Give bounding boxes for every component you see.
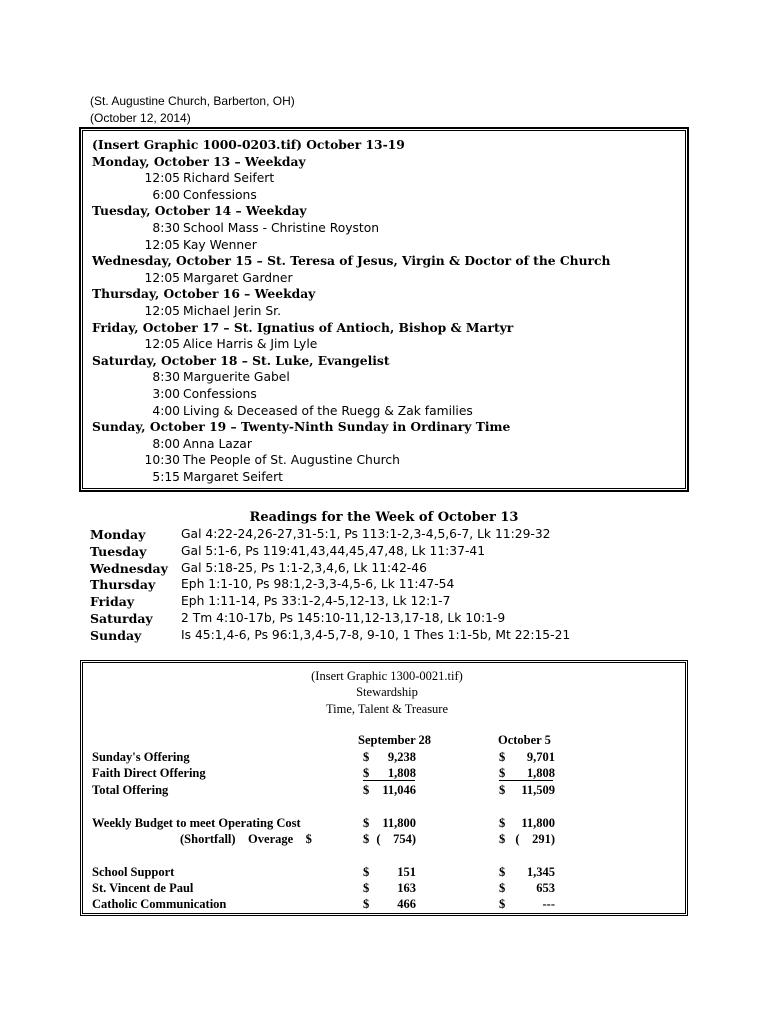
mass-intention: Marguerite Gabel — [183, 370, 290, 385]
reading-citations: 2 Tm 4:10-17b, Ps 145:10-11,12-13,17-18, Lk 10:1-9 — [181, 611, 506, 625]
reading-day: Thursday — [90, 577, 156, 593]
stewardship-value: 1,345 — [526, 865, 555, 879]
stewardship-graphic-placeholder: (Insert Graphic 1300-0021.tif) — [311, 669, 463, 683]
day-heading: Saturday, October 18 – St. Luke, Evangelist — [92, 352, 390, 368]
mass-time: 3:00 — [152, 387, 180, 401]
column-header-2: October 5 — [498, 733, 551, 747]
dollar-sign: $ — [363, 865, 370, 879]
dollar-sign: $ — [499, 881, 506, 895]
mass-time: 12:05 — [144, 171, 180, 186]
stewardship-row-label: (Shortfall) Overage $ — [180, 832, 312, 846]
mass-intention: Margaret Gardner — [183, 270, 293, 285]
dollar-sign: $ — [499, 783, 506, 797]
stewardship-value: 11,509 — [521, 783, 555, 797]
mass-intention: Margaret Seifert — [183, 470, 283, 484]
mass-time: 10:30 — [144, 453, 180, 468]
dollar-sign: $ — [363, 750, 370, 764]
reading-day: Monday — [90, 527, 146, 542]
stewardship-row-label: St. Vincent de Paul — [92, 881, 194, 895]
stewardship-value: 11,800 — [382, 816, 416, 830]
mass-time: 4:00 — [152, 403, 180, 418]
dollar-sign: $ — [363, 881, 370, 895]
reading-citations: Gal 5:1-6, Ps 119:41,43,44,45,47,48, Lk 11:37-41 — [181, 543, 486, 558]
stewardship-row-label: School Support — [92, 865, 175, 879]
mass-time: 6:00 — [152, 187, 180, 202]
mass-time: 12:05 — [144, 237, 180, 252]
reading-day: Friday — [90, 594, 135, 610]
dollar-sign: $ — [363, 816, 370, 830]
dollar-sign: $ — [363, 897, 370, 911]
dollar-sign: $ — [499, 766, 506, 780]
readings-title: Readings for the Week of October 13 — [249, 510, 519, 525]
stewardship-title: Stewardship — [356, 685, 418, 699]
stewardship-value: 9,701 — [526, 750, 555, 764]
mass-intention: The People of St. Augustine Church — [183, 453, 400, 468]
stewardship-value: 163 — [397, 881, 416, 895]
dollar-sign: $ — [363, 783, 370, 797]
day-heading: Sunday, October 19 – Twenty-Ninth Sunday in Ordinary Time — [92, 419, 511, 435]
mass-intention: Confessions — [183, 387, 257, 401]
reading-citations: Gal 4:22-24,26-27,31-5:1, Ps 113:1-2,3-4,5,6-7, Lk 11:29-32 — [181, 527, 551, 541]
reading-citations: Eph 1:11-14, Ps 33:1-2,4-5,12-13, Lk 12:1-7 — [181, 594, 451, 609]
mass-intention: Anna Lazar — [183, 436, 252, 451]
mass-intention: School Mass - Christine Royston — [183, 221, 380, 235]
stewardship-value: 466 — [397, 897, 416, 911]
reading-day: Sunday — [90, 627, 142, 643]
stewardship-row-label: Weekly Budget to meet Operating Cost — [92, 816, 301, 830]
stewardship-row-label: Sunday's Offering — [92, 750, 190, 764]
mass-intention: Living & Deceased of the Ruegg & Zak families — [183, 403, 473, 418]
dollar-sign: $ — [499, 865, 506, 879]
day-heading: Tuesday, October 14 – Weekday — [92, 203, 307, 219]
mass-intention: Richard Seifert — [183, 171, 275, 186]
stewardship-row-label: Total Offering — [92, 783, 169, 797]
dollar-sign: $ — [499, 750, 506, 764]
reading-day: Wednesday — [90, 560, 168, 576]
mass-time: 8:30 — [152, 221, 180, 235]
dollar-sign: $ — [499, 816, 506, 830]
mass-intention: Michael Jerin Sr. — [183, 304, 282, 318]
day-heading: Wednesday, October 15 – St. Teresa of Jesus, Virgin & Doctor of the Church — [92, 253, 611, 269]
mass-intention: Alice Harris & Jim Lyle — [183, 337, 318, 352]
mass-time: 12:05 — [144, 270, 180, 285]
mass-time: 12:05 — [144, 304, 180, 318]
day-heading: Thursday, October 16 – Weekday — [92, 286, 316, 302]
reading-day: Saturday — [90, 611, 153, 626]
reading-day: Tuesday — [90, 543, 147, 559]
dollar-sign: $ — [363, 766, 370, 780]
stewardship-value: 151 — [397, 865, 416, 879]
stewardship-value: 653 — [536, 881, 555, 895]
mass-intention: Confessions — [183, 187, 257, 202]
mass-time: 8:30 — [152, 370, 180, 385]
stewardship-value: 11,800 — [521, 816, 555, 830]
mass-schedule-box — [80, 128, 688, 491]
stewardship-row-label: Catholic Communication — [92, 897, 227, 911]
column-header-1: September 28 — [358, 733, 432, 747]
mass-time: 5:15 — [152, 470, 180, 484]
day-heading: Monday, October 13 – Weekday — [92, 153, 306, 169]
stewardship-value: ( 291) — [515, 832, 555, 846]
underline-col1 — [363, 780, 415, 781]
underline-col2 — [499, 780, 553, 781]
stewardship-value: 1,808 — [526, 766, 555, 780]
reading-citations: Is 45:1,4-6, Ps 96:1,3,4-5,7-8, 9-10, 1 Thes 1:1-5b, Mt 22:15-21 — [181, 627, 571, 642]
reading-citations: Gal 5:18-25, Ps 1:1-2,3,4,6, Lk 11:42-46 — [181, 560, 427, 575]
dollar-sign: $ — [363, 832, 370, 846]
mass-intention: Kay Wenner — [183, 237, 257, 252]
stewardship-value: 11,046 — [382, 783, 416, 797]
header-line-1: (St. Augustine Church, Barberton, OH) — [90, 94, 295, 108]
stewardship-value: 9,238 — [387, 750, 416, 764]
schedule-title: (Insert Graphic 1000-0203.tif) October 13-19 — [92, 137, 405, 152]
stewardship-box — [80, 660, 688, 916]
stewardship-value: 1,808 — [387, 766, 416, 780]
dollar-sign: $ — [499, 897, 506, 911]
mass-time: 8:00 — [152, 436, 180, 451]
mass-time: 12:05 — [144, 337, 180, 352]
stewardship-row-label: Faith Direct Offering — [92, 766, 206, 780]
stewardship-value: ( 754) — [376, 832, 416, 846]
reading-citations: Eph 1:1-10, Ps 98:1,2-3,3-4,5-6, Lk 11:47-54 — [181, 577, 455, 592]
mass-schedule-content — [83, 131, 685, 488]
stewardship-value: --- — [542, 897, 555, 911]
stewardship-subtitle: Time, Talent & Treasure — [325, 702, 449, 716]
header-line-2: (October 12, 2014) — [90, 111, 191, 125]
dollar-sign: $ — [499, 832, 506, 846]
day-heading: Friday, October 17 – St. Ignatius of Antioch, Bishop & Martyr — [92, 319, 514, 335]
